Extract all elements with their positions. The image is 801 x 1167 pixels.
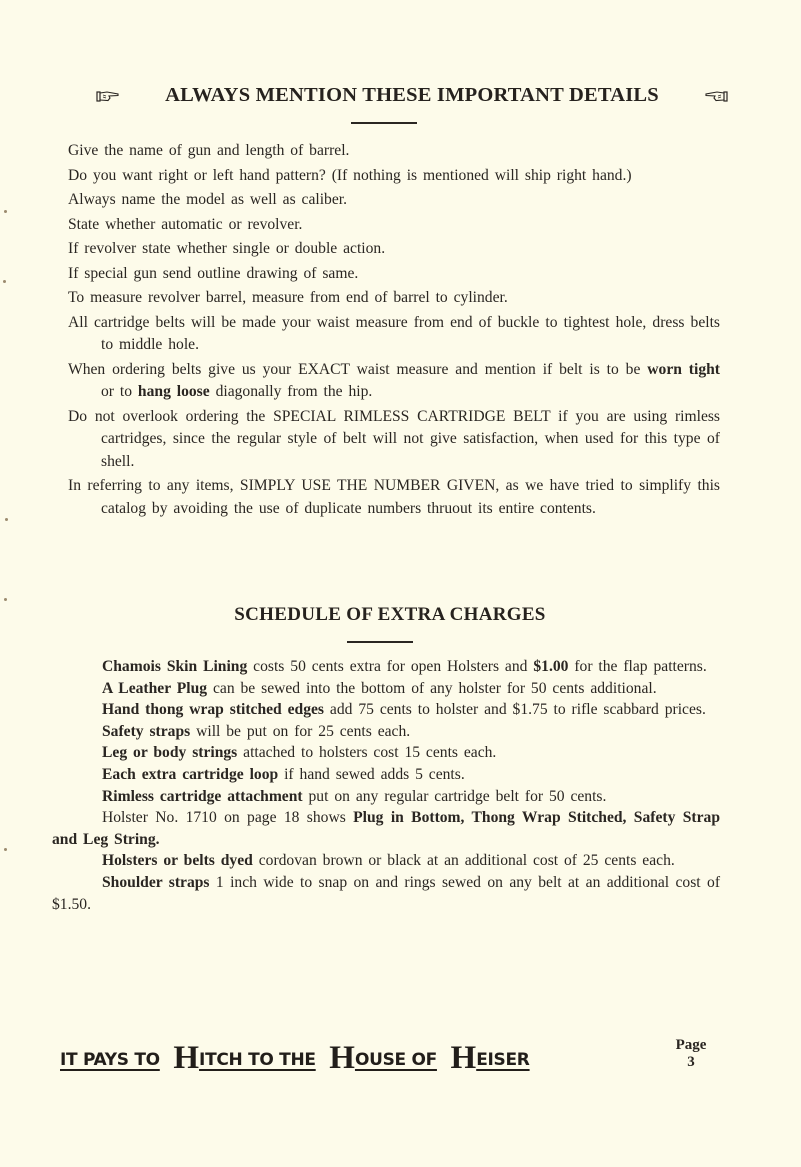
paper-speck bbox=[4, 848, 7, 851]
heading-divider bbox=[351, 122, 417, 124]
detail-item: In referring to any items, SIMPLY USE THE NUMBER GIVEN, as we have tried to simplify this catalog by avoiding the use of duplicate numbers thruout its entire contents. bbox=[68, 477, 720, 517]
detail-item: Do not overlook ordering the SPECIAL RIMLESS CARTRIDGE BELT if you are using rimless cartridges, since the regular style of belt will not give satisfaction, when used for this type of shell. bbox=[68, 407, 720, 470]
charge-name: Plug in Bottom, Thong Wrap Stitched, Safety Strap and Leg String. bbox=[52, 809, 720, 848]
charge-name: Safety straps bbox=[102, 722, 191, 740]
charge-text: will be put on for 25 cents each. bbox=[190, 722, 411, 740]
page-footer bbox=[60, 1037, 740, 1080]
extra-charges-list bbox=[52, 656, 720, 915]
charge-text: costs 50 cents extra for open Holsters and bbox=[247, 658, 534, 675]
detail-item: Do you want right or left hand pattern? (If nothing is mentioned will ship right hand.) bbox=[68, 166, 632, 184]
schedule-heading: SCHEDULE OF EXTRA CHARGES bbox=[234, 604, 546, 625]
charge-item bbox=[52, 721, 720, 743]
important-details-title: ALWAYS MENTION THESE IMPORTANT DETAILS bbox=[165, 84, 659, 106]
important-details-heading bbox=[96, 84, 728, 107]
charge-price: $1.00 bbox=[533, 658, 569, 675]
charge-text: can be sewed into the bottom of any holster for 50 cents additional. bbox=[207, 679, 657, 697]
pointing-hand-left-icon bbox=[704, 88, 728, 104]
charge-name: Hand thong wrap stitched edges bbox=[102, 701, 325, 719]
charge-text: attached to holsters cost 15 cents each. bbox=[237, 744, 497, 762]
detail-item: To measure revolver barrel, measure from end of barrel to cylinder. bbox=[68, 289, 508, 306]
slogan-initial: H bbox=[329, 1040, 355, 1076]
details-list bbox=[68, 140, 720, 522]
charge-text: for the flap patterns. bbox=[568, 658, 707, 675]
charge-item bbox=[52, 786, 720, 808]
schedule-divider bbox=[347, 641, 413, 643]
charge-name: Each extra cartridge loop bbox=[102, 765, 279, 783]
charge-name: Chamois Skin Lining bbox=[102, 658, 248, 675]
charge-text: cordovan brown or black at an additional cost of 25 cents each. bbox=[252, 852, 675, 870]
detail-item: Give the name of gun and length of barrel. bbox=[68, 142, 350, 159]
detail-emphasis: worn tight bbox=[647, 360, 720, 378]
paper-speck bbox=[4, 598, 7, 601]
paper-speck bbox=[3, 280, 6, 283]
slogan-part bbox=[329, 1040, 437, 1077]
page-number-block bbox=[670, 1037, 712, 1071]
slogan-part bbox=[173, 1040, 315, 1077]
slogan-text: EISER bbox=[476, 1050, 530, 1070]
charge-text: 1 inch wide to snap on and rings sewed on any belt at an additional cost of $1.50. bbox=[52, 873, 721, 913]
charge-name: Rimless cartridge attachment bbox=[102, 787, 303, 805]
slogan-part bbox=[451, 1040, 530, 1077]
detail-item bbox=[68, 359, 720, 404]
slogan-text: OUSE OF bbox=[354, 1050, 437, 1070]
detail-text: When ordering belts give us your EXACT waist measure and mention if belt is to be bbox=[68, 360, 648, 378]
footer-slogan bbox=[60, 1040, 538, 1077]
pointing-hand-right-icon bbox=[96, 88, 120, 104]
charge-text: put on any regular cartridge belt for 50 cents. bbox=[302, 787, 607, 805]
slogan-initial: H bbox=[173, 1040, 200, 1076]
detail-item: All cartridge belts will be made your waist measure from end of buckle to tightest hole, dress belts to middle hole. bbox=[68, 313, 720, 353]
charge-name: A Leather Plug bbox=[102, 679, 208, 697]
charge-name: Holsters or belts dyed bbox=[102, 852, 253, 870]
paper-speck bbox=[5, 518, 8, 521]
detail-item: If special gun send outline drawing of same. bbox=[68, 264, 359, 282]
page-label: Page bbox=[675, 1037, 707, 1053]
paper-speck bbox=[4, 210, 7, 213]
charge-name: Shoulder straps bbox=[102, 873, 210, 891]
charge-item bbox=[52, 656, 720, 678]
charge-name: Leg or body strings bbox=[102, 744, 238, 762]
charge-item bbox=[52, 872, 720, 915]
slogan-text: ITCH TO THE bbox=[199, 1050, 316, 1070]
detail-emphasis: hang loose bbox=[137, 383, 210, 400]
charge-item bbox=[52, 742, 720, 764]
charge-text: if hand sewed adds 5 cents. bbox=[278, 765, 465, 783]
detail-item: Always name the model as well as caliber. bbox=[68, 191, 348, 208]
charge-text: add 75 cents to holster and $1.75 to rifle scabbard prices. bbox=[324, 701, 706, 719]
charge-item bbox=[52, 699, 720, 721]
slogan-text: IT PAYS TO bbox=[60, 1050, 160, 1070]
slogan-part bbox=[60, 1050, 160, 1070]
charge-item bbox=[52, 807, 720, 850]
charge-item bbox=[52, 850, 720, 872]
charge-item bbox=[52, 678, 720, 700]
detail-text: or to bbox=[101, 383, 138, 400]
detail-item: State whether automatic or revolver. bbox=[68, 215, 303, 233]
detail-text: diagonally from the hip. bbox=[209, 383, 373, 400]
page-number: 3 bbox=[687, 1054, 695, 1070]
slogan-initial: H bbox=[450, 1040, 477, 1076]
charge-item bbox=[52, 764, 720, 786]
charge-text: Holster No. 1710 on page 18 shows bbox=[102, 809, 354, 827]
detail-item: If revolver state whether single or double action. bbox=[68, 240, 386, 257]
